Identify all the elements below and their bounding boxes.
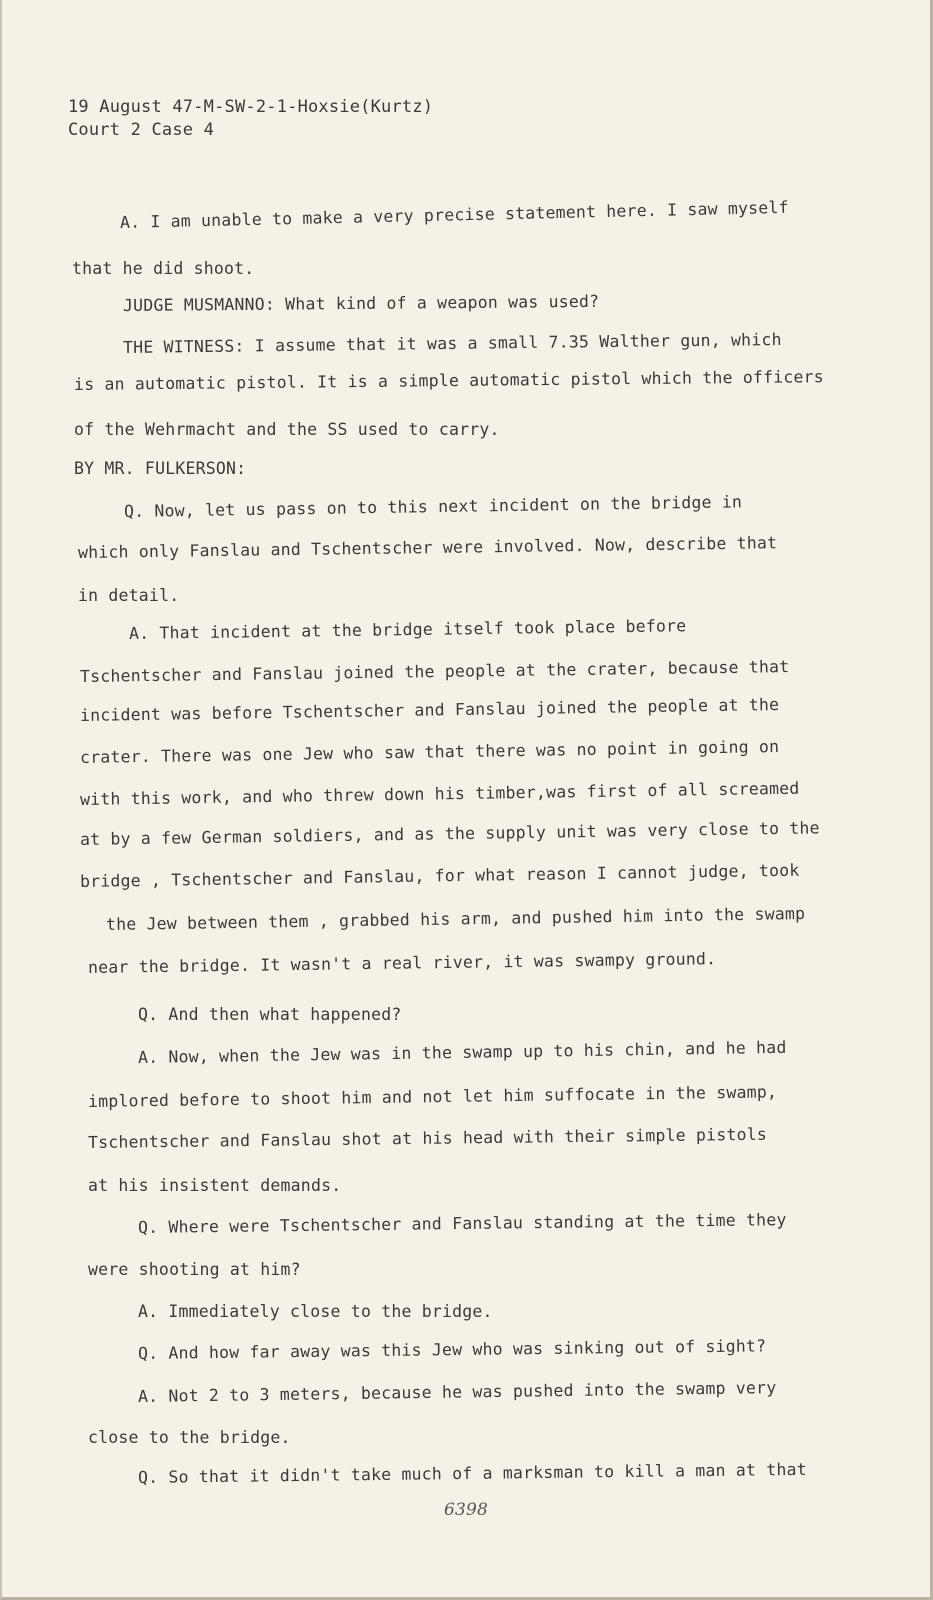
- text-line: crater. There was one Jew who saw that there was no point in going on: [79, 737, 780, 767]
- text-line: Q. Where were Tschentscher and Fanslau standing at the time they: [137, 1210, 787, 1237]
- text-line: A. Not 2 to 3 meters, because he was pushed into the swamp very: [137, 1378, 777, 1406]
- text-line: in detail.: [78, 586, 180, 605]
- text-line: A. Now, when the Jew was in the swamp up to his chin, and he had: [137, 1037, 787, 1067]
- text-line: bridge , Tschentscher and Fanslau, for what reason I cannot judge, took: [79, 860, 800, 891]
- text-line: close to the bridge.: [88, 1428, 291, 1447]
- text-line: Tschentscher and Fanslau shot at his head with their simple pistols: [87, 1124, 768, 1152]
- page-number: 6398: [444, 1500, 489, 1520]
- text-line: incident was before Tschentscher and Fanslau joined the people at the: [79, 695, 780, 725]
- text-line: Q. And then what happened?: [138, 1005, 402, 1024]
- header-line-2: Court 2 Case 4: [68, 120, 215, 140]
- text-line: Q. Now, let us pass on to this next incident on the bridge in: [123, 492, 743, 521]
- text-line: is an automatic pistol. It is a simple automatic pistol which the officers: [73, 367, 824, 394]
- text-line: A. Immediately close to the bridge.: [138, 1302, 493, 1321]
- header-line-1: 19 August 47-M-SW-2-1-Hoxsie(Kurtz): [68, 97, 434, 117]
- text-line: the Jew between them , grabbed his arm, and pushed him into the swamp: [105, 904, 806, 934]
- text-line: near the bridge. It wasn't a real river, it was swampy ground.: [87, 949, 717, 977]
- text-line: that he did shoot.: [72, 259, 255, 278]
- text-line: implored before to shoot him and not let him suffocate in the swamp,: [87, 1082, 778, 1111]
- text-line: BY MR. FULKERSON:: [74, 459, 247, 478]
- text-line: JUDGE MUSMANNO: What kind of a weapon was used?: [122, 291, 600, 315]
- text-line: at by a few German soldiers, and as the supply unit was very close to the: [79, 818, 820, 849]
- text-line: Q. So that it didn't take much of a marksman to kill a man at that: [137, 1459, 807, 1487]
- text-line: were shooting at him?: [88, 1260, 301, 1279]
- text-line: A. That incident at the bridge itself took place before: [128, 616, 687, 643]
- text-line: of the Wehrmacht and the SS used to carry.: [74, 420, 500, 439]
- text-line: with this work, and who threw down his timber,was first of all screamed: [79, 778, 800, 809]
- text-line: A. I am unable to make a very precise statement here. I saw myself: [119, 197, 789, 232]
- text-line: which only Fanslau and Tschentscher were involved. Now, describe that: [77, 533, 778, 562]
- text-line: THE WITNESS: I assume that it was a small 7.35 Walther gun, which: [122, 329, 782, 357]
- text-line: Q. And how far away was this Jew who was sinking out of sight?: [137, 1336, 767, 1363]
- text-line: Tschentscher and Fanslau joined the people at the crater, because that: [79, 657, 790, 686]
- text-line: at his insistent demands.: [88, 1176, 342, 1195]
